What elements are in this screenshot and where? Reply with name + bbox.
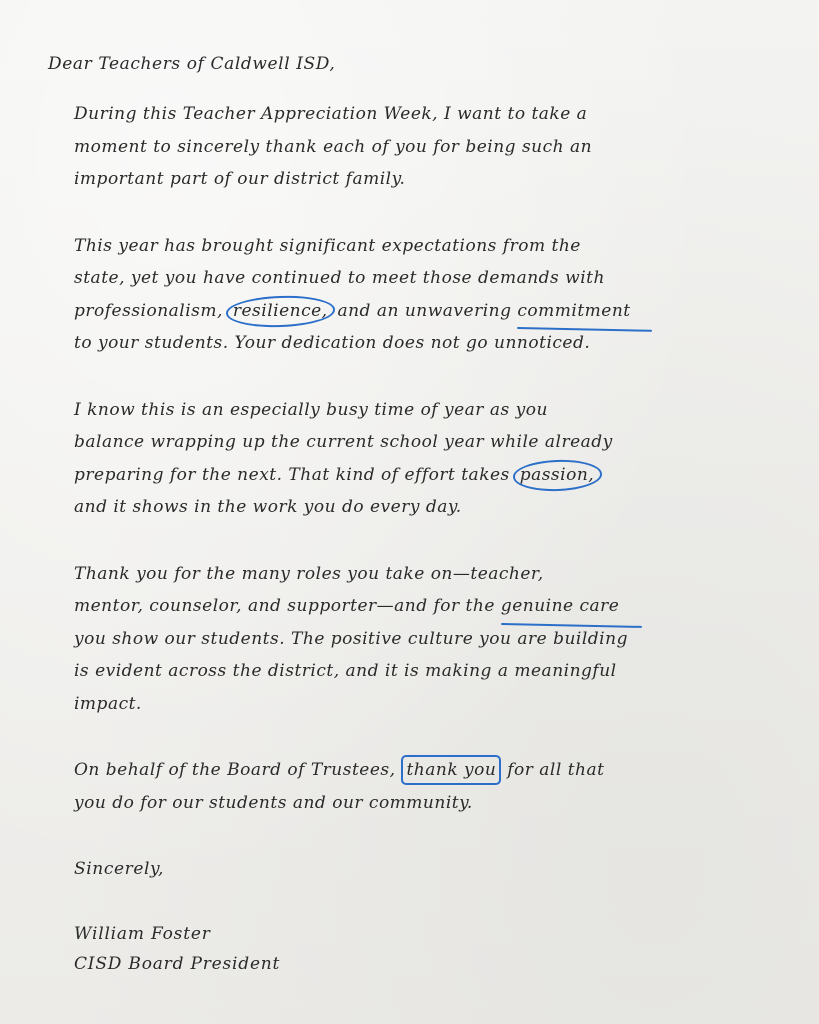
paragraph-2 bbox=[74, 230, 744, 360]
text-fragment: On behalf of the Board of Trustees, bbox=[74, 760, 396, 780]
paragraph-line: moment to sincerely thank each of you for being such an bbox=[74, 136, 593, 157]
salutation: Dear Teachers of Caldwell ISD, bbox=[48, 54, 336, 74]
circled-word-resilience: resilience, bbox=[229, 295, 332, 328]
paragraph-line bbox=[74, 295, 744, 328]
paragraph-line: you show our students. The positive culture you are building bbox=[74, 628, 628, 649]
paragraph-line: you do for our students and our community. bbox=[74, 792, 473, 813]
paragraph-line bbox=[74, 754, 744, 787]
paragraph-5 bbox=[74, 754, 744, 819]
paragraph-line: During this Teacher Appreciation Week, I want to take a bbox=[74, 104, 588, 124]
paragraph-line bbox=[74, 459, 744, 492]
text-fragment: mentor, counselor, and supporter—and for the bbox=[74, 596, 495, 616]
paragraph-line: impact. bbox=[74, 693, 142, 714]
paragraph-line: is evident across the district, and it is making a meaningful bbox=[74, 661, 617, 681]
paragraph-line: important part of our district family. bbox=[74, 169, 406, 189]
text-fragment: for all that bbox=[507, 760, 605, 780]
text-fragment: professionalism, bbox=[74, 300, 223, 321]
text-fragment: preparing for the next. That kind of effort takes bbox=[74, 464, 510, 485]
paragraph-1 bbox=[74, 98, 744, 196]
paragraph-line: to your students. Your dedication does not go unnoticed. bbox=[74, 333, 591, 353]
closing: Sincerely, bbox=[74, 859, 164, 879]
paragraph-line: I know this is an especially busy time of year as you bbox=[74, 399, 548, 420]
paragraph-line bbox=[74, 590, 744, 623]
paragraph-4 bbox=[74, 558, 744, 721]
paragraph-line: This year has brought significant expectations from the bbox=[74, 235, 581, 256]
signer-name: William Foster bbox=[74, 924, 211, 944]
letter-body bbox=[48, 48, 748, 979]
boxed-phrase-thank-you: thank you bbox=[401, 755, 501, 785]
paragraph-3 bbox=[74, 394, 744, 524]
signature-block bbox=[74, 919, 748, 979]
paragraph-line: state, yet you have continued to meet those demands with bbox=[74, 268, 605, 288]
signer-title: CISD Board President bbox=[74, 954, 281, 974]
circled-word-passion: passion, bbox=[516, 459, 599, 492]
paragraph-line: and it shows in the work you do every day. bbox=[74, 497, 462, 517]
text-fragment: and an unwavering bbox=[337, 300, 512, 321]
paragraph-line: Thank you for the many roles you take on—teacher, bbox=[74, 563, 544, 584]
underlined-word-commitment: commitment bbox=[517, 295, 630, 328]
underlined-phrase-genuine-care: genuine care bbox=[501, 590, 620, 623]
paragraph-line: balance wrapping up the current school year while already bbox=[74, 432, 613, 452]
